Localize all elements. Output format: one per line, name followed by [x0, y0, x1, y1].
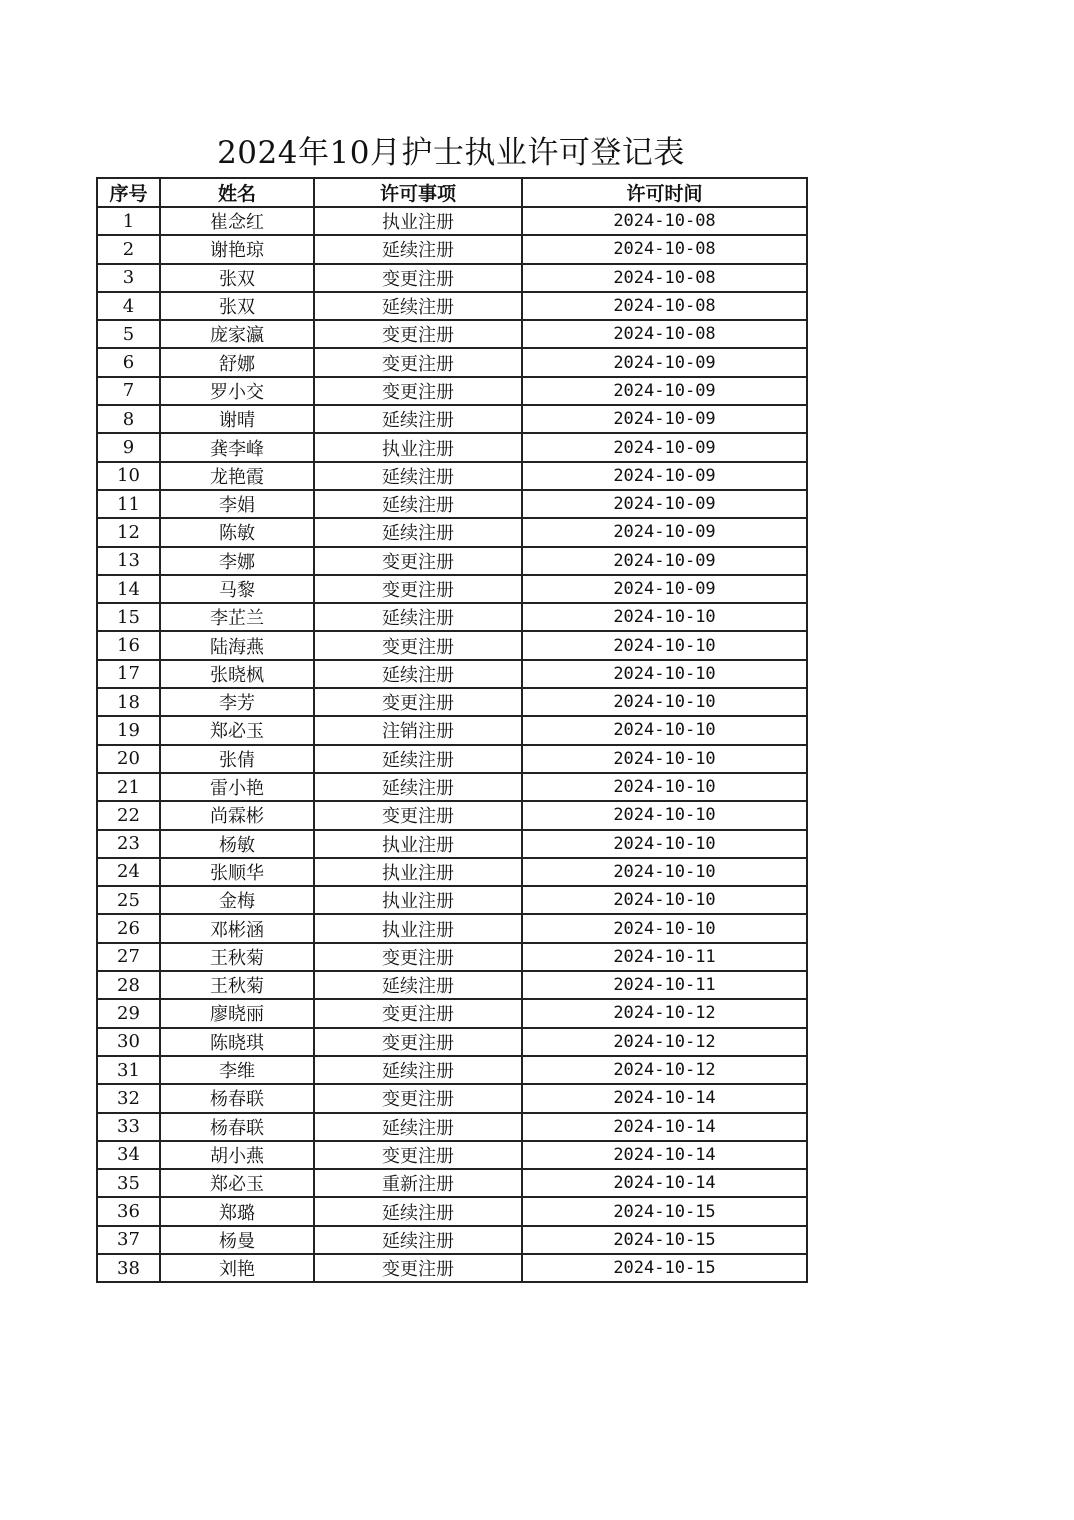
cell-name: 郑璐: [160, 1197, 314, 1225]
table-row: [97, 943, 807, 971]
cell-index: 38: [97, 1254, 160, 1282]
table-row: [97, 603, 807, 631]
cell-name: 邓彬涵: [160, 914, 314, 942]
header-name: 姓名: [160, 178, 314, 207]
cell-license-date: 2024-10-12: [522, 1028, 807, 1056]
cell-name: 李娜: [160, 547, 314, 575]
cell-license-item: 变更注册: [314, 575, 522, 603]
cell-license-date: 2024-10-10: [522, 886, 807, 914]
cell-license-date: 2024-10-14: [522, 1141, 807, 1169]
cell-index: 35: [97, 1169, 160, 1197]
table-row: [97, 547, 807, 575]
cell-license-date: 2024-10-14: [522, 1084, 807, 1112]
cell-name: 罗小交: [160, 377, 314, 405]
table-row: [97, 830, 807, 858]
cell-name: 张双: [160, 292, 314, 320]
table-row: [97, 348, 807, 376]
cell-license-item: 延续注册: [314, 1056, 522, 1084]
cell-name: 张顺华: [160, 858, 314, 886]
table-row: [97, 518, 807, 546]
cell-license-item: 变更注册: [314, 264, 522, 292]
cell-index: 16: [97, 631, 160, 659]
cell-license-date: 2024-10-15: [522, 1254, 807, 1282]
cell-name: 李娟: [160, 490, 314, 518]
table-row: [97, 462, 807, 490]
table-body: [97, 207, 807, 1282]
cell-license-item: 延续注册: [314, 235, 522, 263]
cell-index: 15: [97, 603, 160, 631]
cell-index: 6: [97, 348, 160, 376]
table-header-row: [97, 178, 807, 207]
cell-index: 30: [97, 1028, 160, 1056]
table-row: [97, 631, 807, 659]
table-row: [97, 1197, 807, 1225]
cell-license-date: 2024-10-10: [522, 773, 807, 801]
table-row: [97, 1169, 807, 1197]
table-row: [97, 235, 807, 263]
page-title: 2024年10月护士执业许可登记表: [217, 135, 685, 171]
table-row: [97, 914, 807, 942]
cell-name: 张双: [160, 264, 314, 292]
cell-name: 杨曼: [160, 1226, 314, 1254]
cell-license-item: 变更注册: [314, 999, 522, 1027]
cell-license-date: 2024-10-15: [522, 1197, 807, 1225]
cell-license-date: 2024-10-09: [522, 433, 807, 461]
cell-license-item: 变更注册: [314, 1028, 522, 1056]
cell-index: 20: [97, 745, 160, 773]
table-row: [97, 292, 807, 320]
cell-license-date: 2024-10-15: [522, 1226, 807, 1254]
cell-license-date: 2024-10-10: [522, 716, 807, 744]
cell-index: 12: [97, 518, 160, 546]
cell-license-date: 2024-10-10: [522, 858, 807, 886]
cell-license-item: 变更注册: [314, 1084, 522, 1112]
cell-license-date: 2024-10-08: [522, 320, 807, 348]
cell-license-item: 延续注册: [314, 1226, 522, 1254]
cell-license-date: 2024-10-10: [522, 660, 807, 688]
cell-license-date: 2024-10-10: [522, 830, 807, 858]
cell-name: 马黎: [160, 575, 314, 603]
cell-index: 24: [97, 858, 160, 886]
cell-license-item: 变更注册: [314, 943, 522, 971]
cell-license-date: 2024-10-14: [522, 1169, 807, 1197]
cell-license-item: 变更注册: [314, 377, 522, 405]
table-row: [97, 264, 807, 292]
cell-license-date: 2024-10-09: [522, 405, 807, 433]
table-row: [97, 405, 807, 433]
cell-license-item: 执业注册: [314, 886, 522, 914]
cell-license-date: 2024-10-10: [522, 801, 807, 829]
cell-index: 32: [97, 1084, 160, 1112]
cell-name: 陆海燕: [160, 631, 314, 659]
cell-name: 陈晓琪: [160, 1028, 314, 1056]
cell-license-item: 变更注册: [314, 1141, 522, 1169]
table-row: [97, 858, 807, 886]
cell-license-item: 执业注册: [314, 830, 522, 858]
cell-name: 崔念红: [160, 207, 314, 235]
table-row: [97, 688, 807, 716]
cell-license-date: 2024-10-08: [522, 264, 807, 292]
cell-name: 谢艳琼: [160, 235, 314, 263]
cell-index: 4: [97, 292, 160, 320]
cell-index: 8: [97, 405, 160, 433]
cell-index: 31: [97, 1056, 160, 1084]
cell-license-date: 2024-10-09: [522, 547, 807, 575]
cell-index: 11: [97, 490, 160, 518]
cell-index: 26: [97, 914, 160, 942]
cell-index: 29: [97, 999, 160, 1027]
table-row: [97, 1056, 807, 1084]
cell-index: 21: [97, 773, 160, 801]
cell-index: 22: [97, 801, 160, 829]
table-row: [97, 971, 807, 999]
cell-license-date: 2024-10-09: [522, 518, 807, 546]
cell-license-date: 2024-10-14: [522, 1113, 807, 1141]
cell-license-item: 执业注册: [314, 858, 522, 886]
cell-license-date: 2024-10-09: [522, 462, 807, 490]
cell-license-item: 延续注册: [314, 518, 522, 546]
cell-name: 陈敏: [160, 518, 314, 546]
cell-index: 7: [97, 377, 160, 405]
table-row: [97, 660, 807, 688]
cell-license-item: 延续注册: [314, 490, 522, 518]
cell-name: 尚霖彬: [160, 801, 314, 829]
table-row: [97, 1254, 807, 1282]
cell-license-date: 2024-10-12: [522, 999, 807, 1027]
cell-index: 3: [97, 264, 160, 292]
table-row: [97, 433, 807, 461]
cell-license-item: 延续注册: [314, 405, 522, 433]
header-index: 序号: [97, 178, 160, 207]
cell-index: 19: [97, 716, 160, 744]
table-row: [97, 1141, 807, 1169]
cell-license-item: 变更注册: [314, 801, 522, 829]
cell-license-date: 2024-10-08: [522, 207, 807, 235]
cell-license-date: 2024-10-12: [522, 1056, 807, 1084]
cell-license-item: 变更注册: [314, 688, 522, 716]
cell-index: 25: [97, 886, 160, 914]
cell-index: 17: [97, 660, 160, 688]
cell-license-date: 2024-10-09: [522, 348, 807, 376]
cell-license-item: 延续注册: [314, 745, 522, 773]
cell-name: 刘艳: [160, 1254, 314, 1282]
cell-name: 王秋菊: [160, 943, 314, 971]
cell-license-item: 延续注册: [314, 462, 522, 490]
table-row: [97, 999, 807, 1027]
cell-license-item: 变更注册: [314, 348, 522, 376]
cell-name: 李维: [160, 1056, 314, 1084]
header-license-item: 许可事项: [314, 178, 522, 207]
cell-license-item: 变更注册: [314, 631, 522, 659]
cell-license-item: 延续注册: [314, 1197, 522, 1225]
table-row: [97, 575, 807, 603]
cell-license-date: 2024-10-10: [522, 688, 807, 716]
cell-license-item: 变更注册: [314, 1254, 522, 1282]
cell-license-date: 2024-10-08: [522, 235, 807, 263]
table-row: [97, 801, 807, 829]
cell-index: 33: [97, 1113, 160, 1141]
table-row: [97, 1226, 807, 1254]
cell-license-date: 2024-10-08: [522, 292, 807, 320]
cell-index: 36: [97, 1197, 160, 1225]
cell-license-item: 执业注册: [314, 914, 522, 942]
cell-name: 舒娜: [160, 348, 314, 376]
cell-name: 龙艳霞: [160, 462, 314, 490]
cell-license-item: 变更注册: [314, 320, 522, 348]
cell-name: 雷小艳: [160, 773, 314, 801]
cell-index: 5: [97, 320, 160, 348]
cell-index: 2: [97, 235, 160, 263]
cell-name: 张晓枫: [160, 660, 314, 688]
header-license-date: 许可时间: [522, 178, 807, 207]
cell-license-item: 延续注册: [314, 603, 522, 631]
cell-name: 张倩: [160, 745, 314, 773]
table-row: [97, 320, 807, 348]
cell-name: 庞家瀛: [160, 320, 314, 348]
cell-name: 杨敏: [160, 830, 314, 858]
cell-index: 28: [97, 971, 160, 999]
cell-license-item: 执业注册: [314, 433, 522, 461]
table-row: [97, 377, 807, 405]
cell-name: 龚李峰: [160, 433, 314, 461]
cell-name: 王秋菊: [160, 971, 314, 999]
cell-license-date: 2024-10-10: [522, 914, 807, 942]
cell-license-date: 2024-10-11: [522, 971, 807, 999]
cell-name: 廖晓丽: [160, 999, 314, 1027]
table-row: [97, 716, 807, 744]
cell-license-item: 延续注册: [314, 292, 522, 320]
cell-name: 李芷兰: [160, 603, 314, 631]
cell-license-item: 延续注册: [314, 660, 522, 688]
cell-index: 34: [97, 1141, 160, 1169]
cell-name: 谢晴: [160, 405, 314, 433]
table-row: [97, 745, 807, 773]
cell-name: 郑必玉: [160, 1169, 314, 1197]
cell-name: 李芳: [160, 688, 314, 716]
cell-index: 37: [97, 1226, 160, 1254]
cell-name: 郑必玉: [160, 716, 314, 744]
cell-license-date: 2024-10-11: [522, 943, 807, 971]
cell-license-item: 延续注册: [314, 1113, 522, 1141]
cell-license-item: 执业注册: [314, 207, 522, 235]
table-row: [97, 886, 807, 914]
table-row: [97, 1084, 807, 1112]
cell-name: 胡小燕: [160, 1141, 314, 1169]
cell-index: 18: [97, 688, 160, 716]
table-row: [97, 773, 807, 801]
cell-index: 9: [97, 433, 160, 461]
cell-license-item: 变更注册: [314, 547, 522, 575]
cell-license-date: 2024-10-09: [522, 377, 807, 405]
cell-license-date: 2024-10-10: [522, 631, 807, 659]
cell-index: 14: [97, 575, 160, 603]
table-row: [97, 1028, 807, 1056]
cell-index: 23: [97, 830, 160, 858]
table-row: [97, 207, 807, 235]
cell-license-item: 延续注册: [314, 971, 522, 999]
cell-index: 13: [97, 547, 160, 575]
cell-license-item: 重新注册: [314, 1169, 522, 1197]
cell-license-item: 注销注册: [314, 716, 522, 744]
cell-index: 1: [97, 207, 160, 235]
cell-index: 10: [97, 462, 160, 490]
nurse-license-table: [96, 177, 808, 1283]
cell-license-date: 2024-10-09: [522, 575, 807, 603]
cell-name: 金梅: [160, 886, 314, 914]
cell-index: 27: [97, 943, 160, 971]
cell-license-item: 延续注册: [314, 773, 522, 801]
cell-name: 杨春联: [160, 1084, 314, 1112]
cell-license-date: 2024-10-10: [522, 603, 807, 631]
cell-license-date: 2024-10-09: [522, 490, 807, 518]
table-row: [97, 1113, 807, 1141]
cell-name: 杨春联: [160, 1113, 314, 1141]
cell-license-date: 2024-10-10: [522, 745, 807, 773]
table-row: [97, 490, 807, 518]
